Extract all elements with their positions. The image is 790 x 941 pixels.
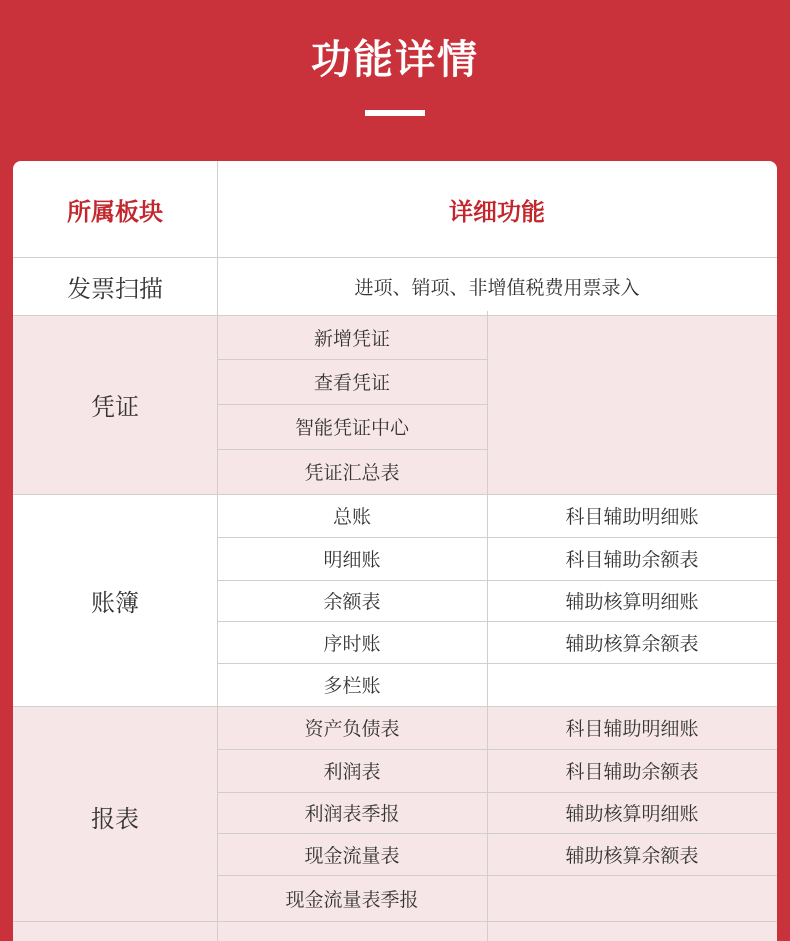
- divider: [217, 663, 777, 664]
- divider: [217, 537, 777, 538]
- page-title: 功能详情: [311, 37, 479, 83]
- divider: [217, 875, 777, 876]
- divider: [217, 449, 487, 450]
- voucher-item: 智能凭证中心: [294, 417, 409, 439]
- invoice-module: 发票扫描: [67, 274, 163, 303]
- feature-table: [13, 161, 777, 941]
- divider: [13, 257, 777, 258]
- divider: [217, 621, 777, 622]
- ledger-aux-item: 辅助核算余额表: [565, 632, 699, 655]
- report-aux-item: 辅助核算明细账: [565, 803, 699, 825]
- report-item: 现金流量表季报: [285, 888, 419, 911]
- ledger-item: 余额表: [323, 591, 381, 613]
- ledger-aux-item: 辅助核算明细账: [565, 591, 699, 613]
- divider: [217, 833, 777, 834]
- divider: [13, 315, 777, 316]
- voucher-item: 凭证汇总表: [304, 462, 400, 484]
- voucher-module: 凭证: [91, 393, 139, 421]
- title-underline: [365, 110, 425, 116]
- voucher-item: 新增凭证: [313, 327, 390, 350]
- ledger-aux-item: 科目辅助余额表: [565, 549, 699, 571]
- ledger-item: 序时账: [323, 632, 381, 655]
- report-item: 利润表: [323, 761, 381, 783]
- divider: [487, 311, 488, 941]
- report-aux-item: 科目辅助余额表: [565, 761, 699, 783]
- invoice-desc: 进项、销项、非增值税费用票录入: [354, 276, 640, 299]
- divider: [217, 359, 487, 360]
- divider: [217, 161, 218, 941]
- header-features: 详细功能: [449, 197, 545, 226]
- divider: [13, 706, 777, 707]
- report-item: 利润表季报: [304, 803, 400, 825]
- voucher-item: 查看凭证: [313, 372, 390, 394]
- divider: [217, 580, 777, 581]
- divider: [217, 749, 777, 750]
- ledger-module: 账簿: [91, 588, 139, 617]
- ledger-aux-item: 科目辅助明细账: [565, 506, 699, 528]
- ledger-item: 明细账: [323, 549, 381, 571]
- divider: [217, 404, 487, 405]
- report-aux-item: 科目辅助明细账: [565, 718, 699, 740]
- ledger-item: 多栏账: [323, 675, 381, 697]
- report-item: 现金流量表: [304, 844, 400, 867]
- divider: [217, 792, 777, 793]
- divider: [13, 494, 777, 495]
- report-module: 报表: [91, 804, 139, 833]
- report-aux-item: 辅助核算余额表: [565, 844, 699, 867]
- header-module: 所属板块: [67, 197, 163, 226]
- ledger-item: 总账: [332, 506, 371, 528]
- report-item: 资产负债表: [304, 718, 400, 740]
